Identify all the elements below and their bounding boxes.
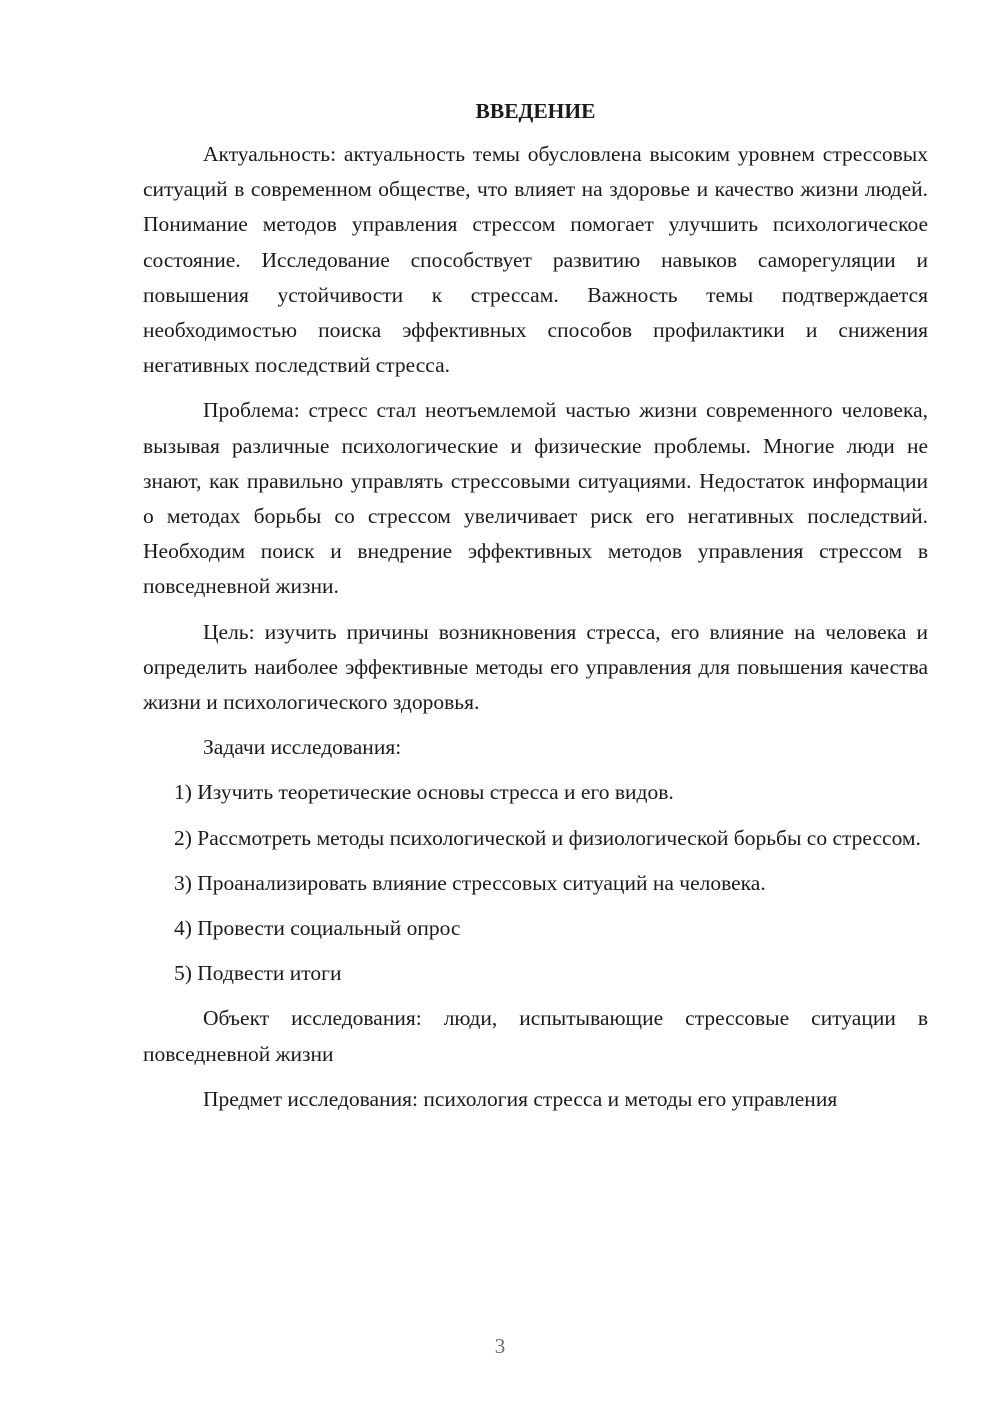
document-page [143, 96, 928, 1117]
task-item: 5) Подвести итоги [174, 961, 342, 986]
paragraph-problem: Проблема: стресс стал неотъемлемой частью жизни современного человека, вызывая различные психологические и физические проблемы. Многие люди не знают, как правильно управлять стрессовыми ситуациями. Недостаток информации о методах борьбы со стрессом увеличивает риск его негативных последствий. Необходим поиск и внедрение эффективных методов управления стрессом в повседневной жизни. [143, 398, 928, 599]
paragraph-goal: Цель: изучить причины возникновения стресса, его влияние на человека и определить наиболее эффективные методы его управления для повышения качества жизни и психологического здоровья. [143, 619, 928, 715]
task-item: 4) Провести социальный опрос [174, 916, 461, 941]
paragraph-object: Объект исследования: люди, испытывающие стрессовые ситуации в повседневной жизни [143, 1006, 928, 1066]
paragraph-relevance: Актуальность: актуальность темы обусловлена высоким уровнем стрессовых ситуаций в современном обществе, что влияет на здоровье и качество жизни людей. Понимание методов управления стрессом помогает улучшить психологическое состояние. Исследование способствует развитию навыков саморегуляции и повышения устойчивости к стрессам. Важность темы подтверждается необходимостью поиска эффективных способов профилактики и снижения негативных последствий стресса. [143, 142, 928, 378]
section-title: ВВЕДЕНИЕ [475, 99, 596, 123]
task-item: 1) Изучить теоретические основы стресса и его видов. [174, 780, 674, 805]
tasks-heading: Задачи исследования: [203, 735, 402, 760]
task-item: 2) Рассмотреть методы психологической и физиологической борьбы со стрессом. [174, 825, 921, 850]
paragraph-subject: Предмет исследования: психология стресса и методы его управления [203, 1086, 838, 1111]
page-number: 3 [494, 1334, 506, 1358]
task-item: 3) Проанализировать влияние стрессовых ситуаций на человека. [174, 870, 766, 895]
